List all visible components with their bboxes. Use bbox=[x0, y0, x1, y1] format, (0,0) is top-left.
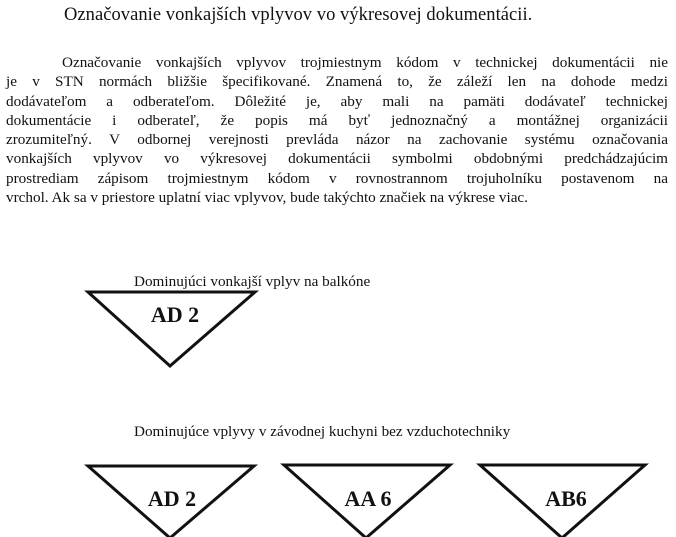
symbol-code: AA 6 bbox=[344, 486, 392, 511]
triangle-symbol-kitchen-2 bbox=[284, 465, 450, 537]
paragraph-line: prostrediam zápisom trojmiestnym kódom v rovnostrannom trojuholníku postavenom na bbox=[6, 169, 668, 187]
paragraph-line: vonkajších vplyvov vo výkresovej dokumentácii symbolmi obdobnými predchádzajúcim bbox=[6, 150, 668, 168]
document-title: Označovanie vonkajších vplyvov vo výkresovej dokumentácii. bbox=[64, 5, 533, 25]
paragraph-line: Označovanie vonkajších vplyvov trojmiestnym kódom v technickej dokumentácii nie bbox=[62, 54, 668, 71]
triangle-symbol-kitchen-1 bbox=[88, 466, 254, 537]
paragraph-line: dokumentácie i odberateľ, že popis má byť jednoznačný a montážnej organizácii bbox=[6, 111, 668, 129]
paragraph-line: zrozumiteľný. V odbornej verejnosti prevláda názor na zachovanie systému označovania bbox=[6, 131, 668, 149]
paragraph-line: dodávateľom a odberateľom. Dôležité je, aby mali na pamäti dodávateľ technickej bbox=[6, 92, 668, 110]
example-caption-balcony: Dominujúci vonkajší vplyv na balkóne bbox=[134, 273, 371, 290]
symbol-code: AB6 bbox=[545, 486, 587, 511]
symbol-code: AD 2 bbox=[147, 486, 197, 511]
symbol-code: AD 2 bbox=[150, 302, 200, 327]
triangle-symbol-kitchen-3 bbox=[480, 465, 645, 537]
paragraph-line: vrchol. Ak sa v priestore uplatní viac vplyvov, bude takýchto značiek na výkrese viac. bbox=[6, 189, 528, 207]
triangle-symbol-balcony bbox=[88, 292, 255, 366]
paragraph-line: je v STN normách bližšie špecifikované. Znamená to, že záleží len na dohode medzi bbox=[6, 73, 668, 91]
example-caption-kitchen: Dominujúce vplyvy v závodnej kuchyni bez vzduchotechniky bbox=[134, 423, 511, 440]
